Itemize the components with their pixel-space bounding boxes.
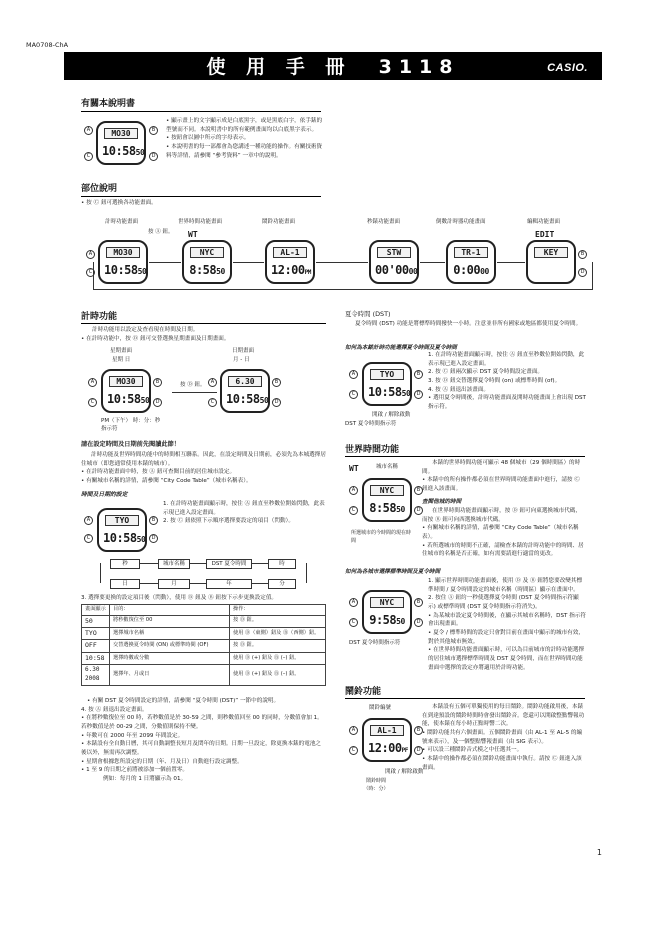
watch-top-display: TR-1 <box>454 247 488 258</box>
edit-label: EDIT <box>535 230 555 239</box>
step3-text: 3. 選擇要更換的設定項目後（閃動），使用 Ⓓ 鈕及 Ⓑ 鈕按下示步更換設定值。 <box>81 595 278 601</box>
view-city-bullet: • 有關城市名稱的詳情，請參閱 “City Code Table”（城市名稱表）。 <box>422 525 579 540</box>
table-cell: 選擇時數或分數 <box>110 652 230 664</box>
mode-watch-alarm <box>265 240 315 284</box>
dst-step: 4. 按 Ⓐ 鈕退出該畫面。 <box>428 386 490 393</box>
table-row <box>82 640 326 652</box>
mode-label-stopwatch: 秒錶功能畫面 <box>367 219 401 225</box>
note-bullet: • 在計時功能畫面中時，按 Ⓐ 鈕可查閱目前的居住城市設定。 <box>81 469 236 476</box>
pm-indicator-sub: 指示符 <box>101 426 118 432</box>
wt-label: WT <box>188 230 198 239</box>
about-bullets <box>166 117 326 160</box>
time-digits: 12:00 <box>271 263 305 277</box>
watch-main-display <box>107 391 150 407</box>
button-c: C <box>86 268 95 277</box>
button-c: C <box>349 618 358 627</box>
watch-top-display: STW <box>377 247 411 258</box>
seq-arrow <box>252 563 268 564</box>
table-cell: 交替選換夏令時間 (ON) 或標準時間 (OF) <box>110 640 230 652</box>
seq-arrow <box>190 583 206 584</box>
table-row <box>82 665 326 685</box>
button-b: B <box>153 378 162 387</box>
time-digits: 10:58 <box>107 392 141 406</box>
button-b: B <box>272 378 281 387</box>
set-step: 2. 按 Ⓒ 鈕依照下示順序選擇要設定的項目（閃動）。 <box>163 518 294 525</box>
dst-heading: 夏令時間 (DST) <box>345 310 391 318</box>
city-name-label: 城市名稱 <box>376 464 399 470</box>
timekeeping-heading: 計時功能 <box>81 312 118 322</box>
view-city-paragraph: 在世界時間功能畫面顯示時，按 Ⓓ 鈕可向東選換城市代碼，而按 Ⓑ 鈕可向西選換城市代碼。 <box>422 508 581 523</box>
button-d: D <box>414 746 423 755</box>
dst-caption-indicator: DST 夏令時間指示符 <box>345 421 397 427</box>
watch-main-display <box>102 143 145 159</box>
press-d-label: 按 Ⓓ 鈕。 <box>180 382 206 388</box>
table-cell: 使用 Ⓓ (+) 鈕及 Ⓑ (–) 鈕。 <box>230 652 326 664</box>
button-a: A <box>349 486 358 495</box>
alarm-text <box>422 703 586 772</box>
worldtime-text <box>422 459 586 494</box>
seconds-digits: 50 <box>140 396 150 405</box>
time-digits: 10:58 <box>226 392 260 406</box>
table-cell: 按 Ⓓ 鈕。 <box>230 615 326 627</box>
timekeeping-underline <box>81 323 326 324</box>
document-code: MA0708-ChA <box>26 41 69 49</box>
button-c: C <box>208 398 217 407</box>
about-underline <box>81 111 321 112</box>
seconds-digits: 50 <box>136 535 146 544</box>
model-number: 3118 <box>378 56 460 78</box>
date-screen-label: 日期畫面 <box>232 348 255 354</box>
about-bullet: • 顯示畫上的文字顯示成是白底黑字，或是黑底白字，依手錶的型號而不同。本說明書中的所有範例畫面均以白底黑字表示。 <box>166 118 323 133</box>
watch-top-display: AL-1 <box>273 247 307 258</box>
table-cell: 10:58 <box>82 652 110 664</box>
manual-header <box>64 52 602 80</box>
time-digits: 10:58 <box>104 263 138 277</box>
parts-underline <box>81 196 321 197</box>
worldtime-bullet: • 本錶中的所有操作都必須在世界時間功能畫面中進行，請按 Ⓒ 鈕進入該畫面。 <box>422 477 580 492</box>
watch-top-display: 6.30 <box>228 376 262 387</box>
alarm-paragraph: 本錶設有五個可單獨使用的每日鬧鈴。鬧鈴功能啟用後，本錶在到達預設的鬧鈴時間時會發出鬧鈴音。您還可以開啟整點響報功能，使本錶在每小時正點時響二次。 <box>422 704 585 728</box>
button-a: A <box>88 378 97 387</box>
after-bullet: 例如：每月的 1 日將顯示為 01。 <box>103 775 187 782</box>
page-number: 1 <box>596 848 602 857</box>
worldtime-watch <box>362 478 412 522</box>
about-heading: 有關本說明書 <box>81 99 136 109</box>
pm-indicator-label: PM（下午） 時：分：秒 <box>101 418 161 424</box>
after-bullet: • 本錶設有全自動日曆，其可自動調整長短月及閏年的日期。日期一旦設定，除更換本錶的電池之後以外，無需再次調整。 <box>81 741 322 756</box>
button-b: B <box>578 250 587 259</box>
timekeeping-intro: 計時功能用以設定及查看現在時間及日期。 <box>92 327 199 333</box>
alarm-heading: 鬧鈴功能 <box>345 687 382 697</box>
button-c: C <box>349 506 358 515</box>
parts-heading: 部位說明 <box>81 184 118 194</box>
table-cell: 按 Ⓓ 鈕。 <box>230 640 326 652</box>
set-time-heading: 時間及日期的設定 <box>81 492 128 498</box>
read-first-text <box>81 451 326 486</box>
table-cell: TYO <box>82 627 110 639</box>
parts-note: • 按 Ⓒ 鈕可選換各功能畫面。 <box>81 200 157 206</box>
manual-title <box>64 54 602 82</box>
seconds-digits: 50 <box>137 267 147 276</box>
flow-arrow <box>172 392 217 393</box>
watch-top-display: AL-1 <box>370 725 404 736</box>
mode-label-alarm: 鬧鈴功能畫面 <box>262 219 296 225</box>
time-digits: 8:58 <box>189 263 217 277</box>
table-cell: 選擇城市名稱 <box>110 627 230 639</box>
watch-main-display <box>104 262 147 278</box>
table-cell: 選擇年、月或日 <box>110 665 230 685</box>
worldtime-underline <box>345 456 585 457</box>
table-cell: 50 <box>82 615 110 627</box>
after-bullet: • 1 至 9 的日期之前將被添加一個前置零。 <box>81 767 189 774</box>
view-city-heading: 查閱他城的時間 <box>422 499 462 505</box>
button-a: A <box>86 250 95 259</box>
watch-top-display: MO30 <box>106 247 140 258</box>
seq-dst: DST 夏令時間 <box>206 559 252 569</box>
button-c: C <box>349 746 358 755</box>
after-bullet: 4. 按 Ⓐ 鈕退出設定畫面。 <box>81 706 148 713</box>
mode-watch-stopwatch <box>369 240 419 284</box>
flow-arrow <box>233 262 264 263</box>
table-header: 目的： <box>110 605 230 616</box>
watch-main-display <box>368 500 406 516</box>
watch-main-display <box>452 262 490 278</box>
dst-step: 1. 在計時功能畫面顯示時，按住 Ⓐ 鈕直至秒數位開始閃動，此表示現已進入設定畫面。 <box>428 352 585 367</box>
date-screen-sub: 月 - 日 <box>233 357 250 363</box>
table-cell: 使用 Ⓓ (+) 鈕及 Ⓑ (–) 鈕。 <box>230 665 326 685</box>
button-d: D <box>153 398 162 407</box>
button-c: C <box>349 390 358 399</box>
date-screen-watch <box>220 369 270 413</box>
week-screen-label: 星期畫面 <box>110 348 133 354</box>
mode-watch-timer <box>446 240 496 284</box>
button-a: A <box>208 378 217 387</box>
mode-label-worldtime: 世界時間功能畫面 <box>178 219 223 225</box>
city-dst-step: • 夏令 / 標準時間的設定只會對目前在畫面中顯示的城市有效，對於其他城市無效。 <box>428 629 584 645</box>
seq-arrow <box>140 563 158 564</box>
button-b: B <box>149 516 158 525</box>
time-digits: 0:00 <box>453 263 481 277</box>
wt-label: WT <box>349 464 359 473</box>
city-dst-step: • 為某城市設定夏令時間後，在顯示其城市名稱時，DST 指示符會出現畫面。 <box>428 612 586 628</box>
button-a: A <box>349 370 358 379</box>
seq-day: 日 <box>110 579 140 589</box>
seq-year: 年 <box>206 579 252 589</box>
alarm-caption-time: 鬧鈴時間（時：分） <box>363 778 389 792</box>
note-bullet: • 有關城市名稱的詳情，請參閱 “City Code Table”（城市名稱表）。 <box>81 477 252 484</box>
seq-connector <box>100 563 101 583</box>
watch-top-display: MO30 <box>104 128 138 139</box>
table-cell: 6.30 2008 <box>82 665 110 685</box>
watch-top-display: KEY <box>534 247 568 258</box>
set-time-watch <box>97 508 147 552</box>
alarm-underline <box>345 698 585 699</box>
mode-watch-edit <box>526 240 576 284</box>
note-paragraph: 計時功能及世界時間功能中的時間相互聯系。因此，在設定時間及日期前，必須先為本城選擇居住城市（即您通常使用本錶的城市）。 <box>81 452 326 467</box>
watch-main-display <box>368 612 406 628</box>
dst-step: • 選用夏令時間後，計時功能畫面及開時功能畫面上會出現 DST 指示符。 <box>428 395 586 410</box>
after-bullets <box>81 697 326 784</box>
after-bullet: • 在將秒數復位至 00 時，若秒數值是於 30-59 之間，則秒數值回至 00 的同時，分數值會加 1。若秒數值是於 00-29 之間，分數值則保持不變。 <box>81 715 323 730</box>
dst-step: 3. 按 Ⓓ 鈕交替選擇夏令時間 (on) 或標準時間 (of)。 <box>428 377 561 384</box>
seq-seconds: 秒 <box>110 559 140 569</box>
seconds-digits: 50 <box>216 267 225 276</box>
about-bullet: • 按鈕會以圖中所示的字母表示。 <box>166 135 250 142</box>
watch-main-display <box>103 530 146 546</box>
button-d: D <box>149 152 158 161</box>
alarm-bullet: • 鬧鈴功能共有六個畫面。五個鬧鈴畫面（由 AL-1 至 AL-5 的編號來表示），及一個整點響報畫面（由 SIG 表示）。 <box>422 729 583 745</box>
seq-minute: 分 <box>268 579 296 589</box>
button-c: C <box>84 534 93 543</box>
seq-arrow <box>190 563 206 564</box>
dst-caption-toggle: 開啟 / 解除啟動 <box>372 412 411 418</box>
view-city-text <box>422 507 586 559</box>
seconds-digits: 50 <box>401 389 411 398</box>
watch-main-display <box>375 262 418 278</box>
city-dst-steps <box>428 577 586 672</box>
button-d: D <box>578 268 587 277</box>
alarm-watch <box>362 718 412 762</box>
seq-connector <box>306 563 307 583</box>
watch-top-display: TYO <box>370 369 404 380</box>
brand-logo: CASIO. <box>547 62 588 74</box>
flow-return-left <box>93 262 94 289</box>
mode-watch-timekeeping <box>98 240 148 284</box>
press-a-label: 按 Ⓐ 鈕。 <box>148 229 174 235</box>
dst-steps <box>428 351 586 412</box>
time-digits: 8:58 <box>369 501 397 515</box>
flow-return-right <box>592 262 593 289</box>
table-row <box>82 615 326 627</box>
read-first-heading: 請在設定時間及日期前先閱讀此節！ <box>81 441 180 448</box>
seq-city: 城市名稱 <box>158 559 190 569</box>
button-b: B <box>414 726 423 735</box>
seq-month: 月 <box>158 579 190 589</box>
seq-arrow <box>140 583 158 584</box>
seconds-digits: PF <box>401 747 408 754</box>
button-b-right: B <box>149 126 158 135</box>
button-a: A <box>84 126 93 135</box>
seconds-digits: 00 <box>408 267 418 276</box>
flow-arrow <box>149 262 181 263</box>
title-text: 使 用 手 冊 <box>206 56 352 78</box>
set-time-steps <box>163 500 326 526</box>
seq-hour: 時 <box>268 559 296 569</box>
table-cell: 使用 Ⓓ（東側）鈕及 Ⓑ（西側）鈕。 <box>230 627 326 639</box>
dst-intro: 夏令時間 (DST) 功能是將標準時間撥快一小時。注意並非所有國家或地區都使用夏令時間。 <box>355 321 582 327</box>
city-dst-watch <box>362 590 412 634</box>
table-row <box>82 627 326 639</box>
button-a: A <box>84 516 93 525</box>
button-d: D <box>149 534 158 543</box>
flow-arrow <box>420 262 445 263</box>
time-digits: 10:58 <box>102 144 136 158</box>
time-digits: 00'00 <box>375 263 409 277</box>
table-row <box>82 652 326 664</box>
button-d: D <box>414 506 423 515</box>
watch-main-display <box>188 262 226 278</box>
watch-main-display <box>271 262 309 278</box>
button-d: D <box>414 618 423 627</box>
button-d: D <box>272 398 281 407</box>
watch-main-display <box>368 384 411 400</box>
watch-main-display <box>368 740 406 756</box>
dst-subheading: 如何為本錶計時功能選擇夏令時間及夏令時間 <box>345 345 457 351</box>
mode-label-timekeeping: 計時功能畫面 <box>105 219 139 225</box>
alarm-caption-toggle: 開啟 / 解除啟動 <box>385 769 424 775</box>
watch-top-display: TYO <box>105 515 139 526</box>
seq-arrow <box>252 583 268 584</box>
table-cell: 將秒數復位至 00 <box>110 615 230 627</box>
button-a: A <box>349 726 358 735</box>
about-bullet: • 本說明書的每一部都會為您講述一種功能的操作。有關技術資料等詳情，請參閱 “參考資料” 一章中的說明。 <box>166 143 323 159</box>
city-dst-step: • 在世界時間功能畫面顯示時，可以為目前城市的計時功能選擇的居住城市選擇標準時間及 DST 夏令時間，而在世界時間功能畫面中選擇的設定亦將適用於計時功能。 <box>428 647 585 671</box>
settings-table <box>81 604 326 686</box>
watch-main-display <box>226 391 269 407</box>
dst-watch <box>362 362 412 406</box>
watch-top-display: NYC <box>190 247 224 258</box>
time-digits: 10:58 <box>103 531 137 545</box>
watch-main-display <box>532 262 570 278</box>
time-digits: 10:58 <box>368 385 402 399</box>
view-city-bullet: • 若所選城市的時間不正確，請檢查本錶的計時功能中的時間、居住城市的名稱是否正確，如有需要請進行適當的更改。 <box>422 542 584 558</box>
alarm-bullet: • 本錶中的操作都必須在鬧鈴功能畫面中執行。請按 Ⓒ 鈕進入該畫面。 <box>422 755 582 771</box>
table-header-row <box>82 605 326 616</box>
seconds-digits: 50 <box>396 617 405 626</box>
time-digits: 9:58 <box>369 613 397 627</box>
seconds-digits: 00 <box>480 267 489 276</box>
after-bullet: • 星期會根據您所設定的日期（年、月及日）自動進行設定調整。 <box>81 758 243 765</box>
seconds-digits: 50 <box>135 148 145 157</box>
button-b: B <box>414 598 423 607</box>
table-header: 畫面顯示 <box>82 605 110 616</box>
alarm-number-label: 鬧鈴編號 <box>369 705 392 711</box>
mode-label-edit: 編輯功能畫面 <box>527 219 561 225</box>
button-d: D <box>414 390 423 399</box>
mode-watch-worldtime <box>182 240 232 284</box>
flow-arrow <box>316 262 368 263</box>
city-dst-heading: 如何為各城市選擇標準時間及夏令時間 <box>345 569 441 575</box>
dst-step: 2. 按 Ⓒ 鈕兩次顯示 DST 夏令時間設定畫面。 <box>428 369 544 376</box>
week-screen-sub: 星期 日 <box>112 357 131 363</box>
timekeeping-bullet: • 在計時功能中，按 Ⓓ 鈕可交替選換星期畫面及日期畫面。 <box>81 336 230 342</box>
button-b: B <box>414 370 423 379</box>
mode-label-timer: 倒數計時器功能畫面 <box>436 219 486 225</box>
button-b: C <box>84 152 93 161</box>
about-watch <box>96 121 146 165</box>
worldtime-intro: 本錶的世界時間功能可顯示 48 個城市（29 個時間區）的時間。 <box>422 460 581 475</box>
after-bullet: • 有關 DST 夏令時間設定的詳情，請參閱 “夏令時間 (DST)” 一節中的說明。 <box>87 698 280 704</box>
seconds-digits: 50 <box>396 505 405 514</box>
seconds-digits: 50 <box>259 396 269 405</box>
city-dst-step: 2. 按住 Ⓐ 鈕約一秒使選擇夏令時間 (DST 夏令時間指示符顯示) 或標準時間 (DST 夏令時間指示符消失)。 <box>428 595 579 610</box>
week-screen-watch <box>101 369 151 413</box>
table-cell: OFF <box>82 640 110 652</box>
watch-top-display: NYC <box>370 485 404 496</box>
set-step: 1. 在計時功能畫面顯示時，按住 Ⓐ 鈕直至秒數位開始閃動，此表示現已進入設定畫面。 <box>163 501 325 516</box>
after-bullet: • 年數可在 2000 年至 2099 年間設定。 <box>81 732 184 739</box>
table-header: 操作： <box>230 605 326 616</box>
city-dst-caption: DST 夏令時間指示符 <box>349 640 401 646</box>
flow-return-line <box>93 289 593 290</box>
time-digits: 12:00 <box>368 741 402 755</box>
alarm-bullet: • 可以設三種鬧鈴音式模之中任選其一。 <box>422 747 523 754</box>
watch-top-display: NYC <box>370 597 404 608</box>
button-b: B <box>414 486 423 495</box>
button-a: A <box>349 598 358 607</box>
worldtime-caption: 所選城市的今時間的現在時間 <box>351 530 412 544</box>
flow-arrow <box>497 262 525 263</box>
seconds-digits: PM <box>304 269 311 276</box>
worldtime-heading: 世界時間功能 <box>345 445 400 455</box>
city-dst-step: 1. 顯示世界時間功能畫面後，使用 Ⓓ 及 Ⓑ 鈕將您要改變其標準時間 / 夏令時間設定的城市名稱（時間區）顯示在畫面中。 <box>428 578 583 593</box>
watch-top-display: MO30 <box>109 376 143 387</box>
button-c: C <box>88 398 97 407</box>
